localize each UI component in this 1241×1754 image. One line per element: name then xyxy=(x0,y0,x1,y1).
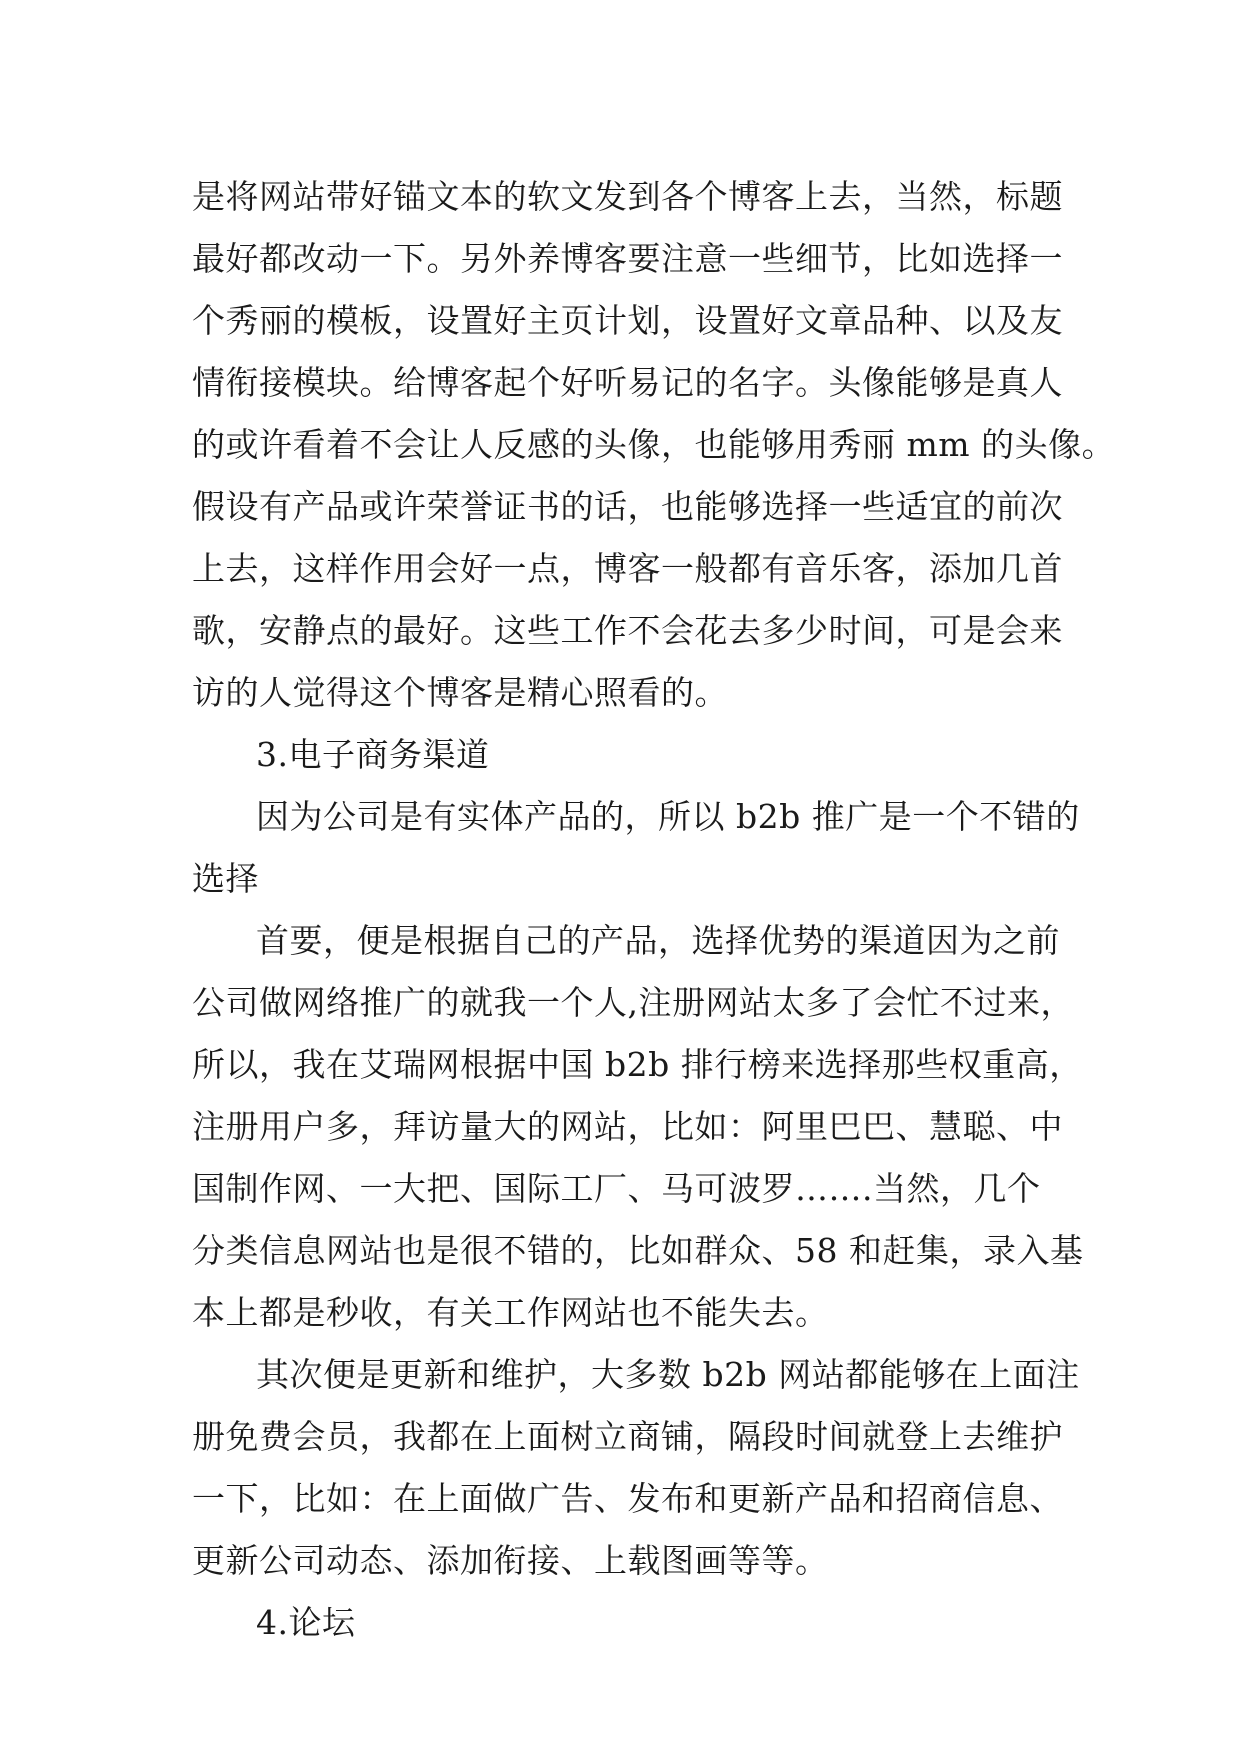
text-line: 情衔接模块。给博客起个好听易记的名字。头像能够是真人 xyxy=(192,363,1063,402)
text-line: 假设有产品或许荣誉证书的话，也能够选择一些适宜的前次 xyxy=(192,487,1063,526)
text-line: 一下，比如：在上面做广告、发布和更新产品和招商信息、 xyxy=(192,1479,1063,1518)
text-line: 公司做网络推广的就我一个人,注册网站太多了会忙不过来， xyxy=(192,983,1074,1022)
text-line: 3.电子商务渠道 xyxy=(256,735,490,774)
text-line: 注册用户多，拜访量大的网站，比如：阿里巴巴、慧聪、中 xyxy=(192,1107,1063,1146)
text-line: 是将网站带好锚文本的软文发到各个博客上去，当然，标题 xyxy=(192,177,1063,216)
text-line: 个秀丽的模板，设置好主页计划，设置好文章品种、以及友 xyxy=(192,301,1063,340)
text-line: 更新公司动态、添加衔接、上载图画等等。 xyxy=(192,1541,829,1580)
text-line: 的或许看着不会让人反感的头像，也能够用秀丽 mm 的头像。 xyxy=(192,425,1116,464)
text-line: 首要，便是根据自己的产品，选择优势的渠道因为之前 xyxy=(256,921,1060,960)
text-line: 上去，这样作用会好一点，博客一般都有音乐客，添加几首 xyxy=(192,549,1063,588)
text-line: 册免费会员，我都在上面树立商铺，隔段时间就登上去维护 xyxy=(192,1417,1063,1456)
text-line: 国制作网、一大把、国际工厂、马可波罗…….当然，几个 xyxy=(192,1169,1041,1208)
text-line: 选择 xyxy=(192,859,259,898)
text-line: 其次便是更新和维护，大多数 b2b 网站都能够在上面注 xyxy=(256,1355,1080,1394)
document-body xyxy=(192,166,1116,1654)
text-line: 因为公司是有实体产品的，所以 b2b 推广是一个不错的 xyxy=(256,797,1080,836)
text-line: 歌，安静点的最好。这些工作不会花去多少时间，可是会来 xyxy=(192,611,1063,650)
text-line: 4.论坛 xyxy=(256,1603,356,1642)
text-line: 最好都改动一下。另外养博客要注意一些细节，比如选择一 xyxy=(192,239,1063,278)
text-line: 所以，我在艾瑞网根据中国 b2b 排行榜来选择那些权重高， xyxy=(192,1045,1083,1084)
text-line: 本上都是秒收，有关工作网站也不能失去。 xyxy=(192,1293,829,1332)
text-line: 访的人觉得这个博客是精心照看的。 xyxy=(192,673,728,712)
text-line: 分类信息网站也是很不错的，比如群众、58 和赶集，录入基 xyxy=(192,1231,1084,1270)
